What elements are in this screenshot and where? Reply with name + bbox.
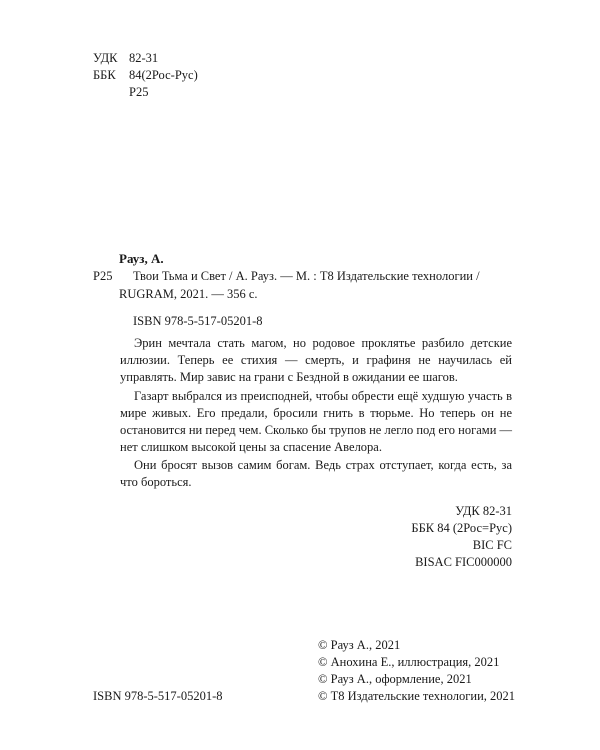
- author-mark: Р25: [93, 269, 113, 283]
- bic-code: BIC FC: [472, 538, 512, 552]
- copyright-design: © Рауз А., оформление, 2021: [318, 672, 472, 686]
- isbn-entry: ISBN 978-5-517-05201-8: [133, 314, 263, 328]
- udk-code: УДК 82-31: [455, 504, 512, 518]
- author-mark-top: Р25: [129, 85, 149, 99]
- bbk-code: ББК 84 (2Рос=Рус): [411, 521, 512, 535]
- udk-label: УДК: [93, 51, 118, 65]
- annotation-paragraph-3: Они бросят вызов самим богам. Ведь страх отступает, когда есть, за что бороться.: [120, 458, 512, 489]
- bisac-code: BISAC FIC000000: [415, 555, 512, 569]
- bbk-label: ББК: [93, 68, 116, 82]
- author-heading: Рауз, А.: [119, 251, 164, 266]
- book-description-line2: RUGRAM, 2021. — 356 с.: [119, 287, 258, 301]
- bbk-value: 84(2Рос-Рус): [129, 68, 198, 82]
- copyright-illustration: © Анохина Е., иллюстрация, 2021: [318, 655, 500, 669]
- copyright-publisher: © Т8 Издательские технологии, 2021: [318, 689, 516, 703]
- annotation-paragraph-1: Эрин мечтала стать магом, но родовое проклятье разбило детские иллюзии. Теперь ее стихия — смерть, и графиня не научилась ей управлять. Мир завис на грани с Бездной в ожидании ее шагов.: [120, 336, 512, 384]
- footer-isbn: ISBN 978-5-517-05201-8: [93, 689, 223, 703]
- copyright-author: © Рауз А., 2021: [318, 638, 401, 652]
- annotation-paragraph-2: Газарт выбрался из преисподней, чтобы обрести ещё худшую участь в мире живых. Его предали, бросили гнить в тюрьме. Но теперь он не остановится ни перед чем. Сколько бы трупов не легло под его ногами — нет слишком высокой цены за спасение Авелора.: [120, 389, 513, 454]
- book-description-line1: Твои Тьма и Свет / А. Рауз. — М. : Т8 Издательские технологии /: [133, 269, 480, 283]
- udk-value: 82-31: [129, 51, 159, 65]
